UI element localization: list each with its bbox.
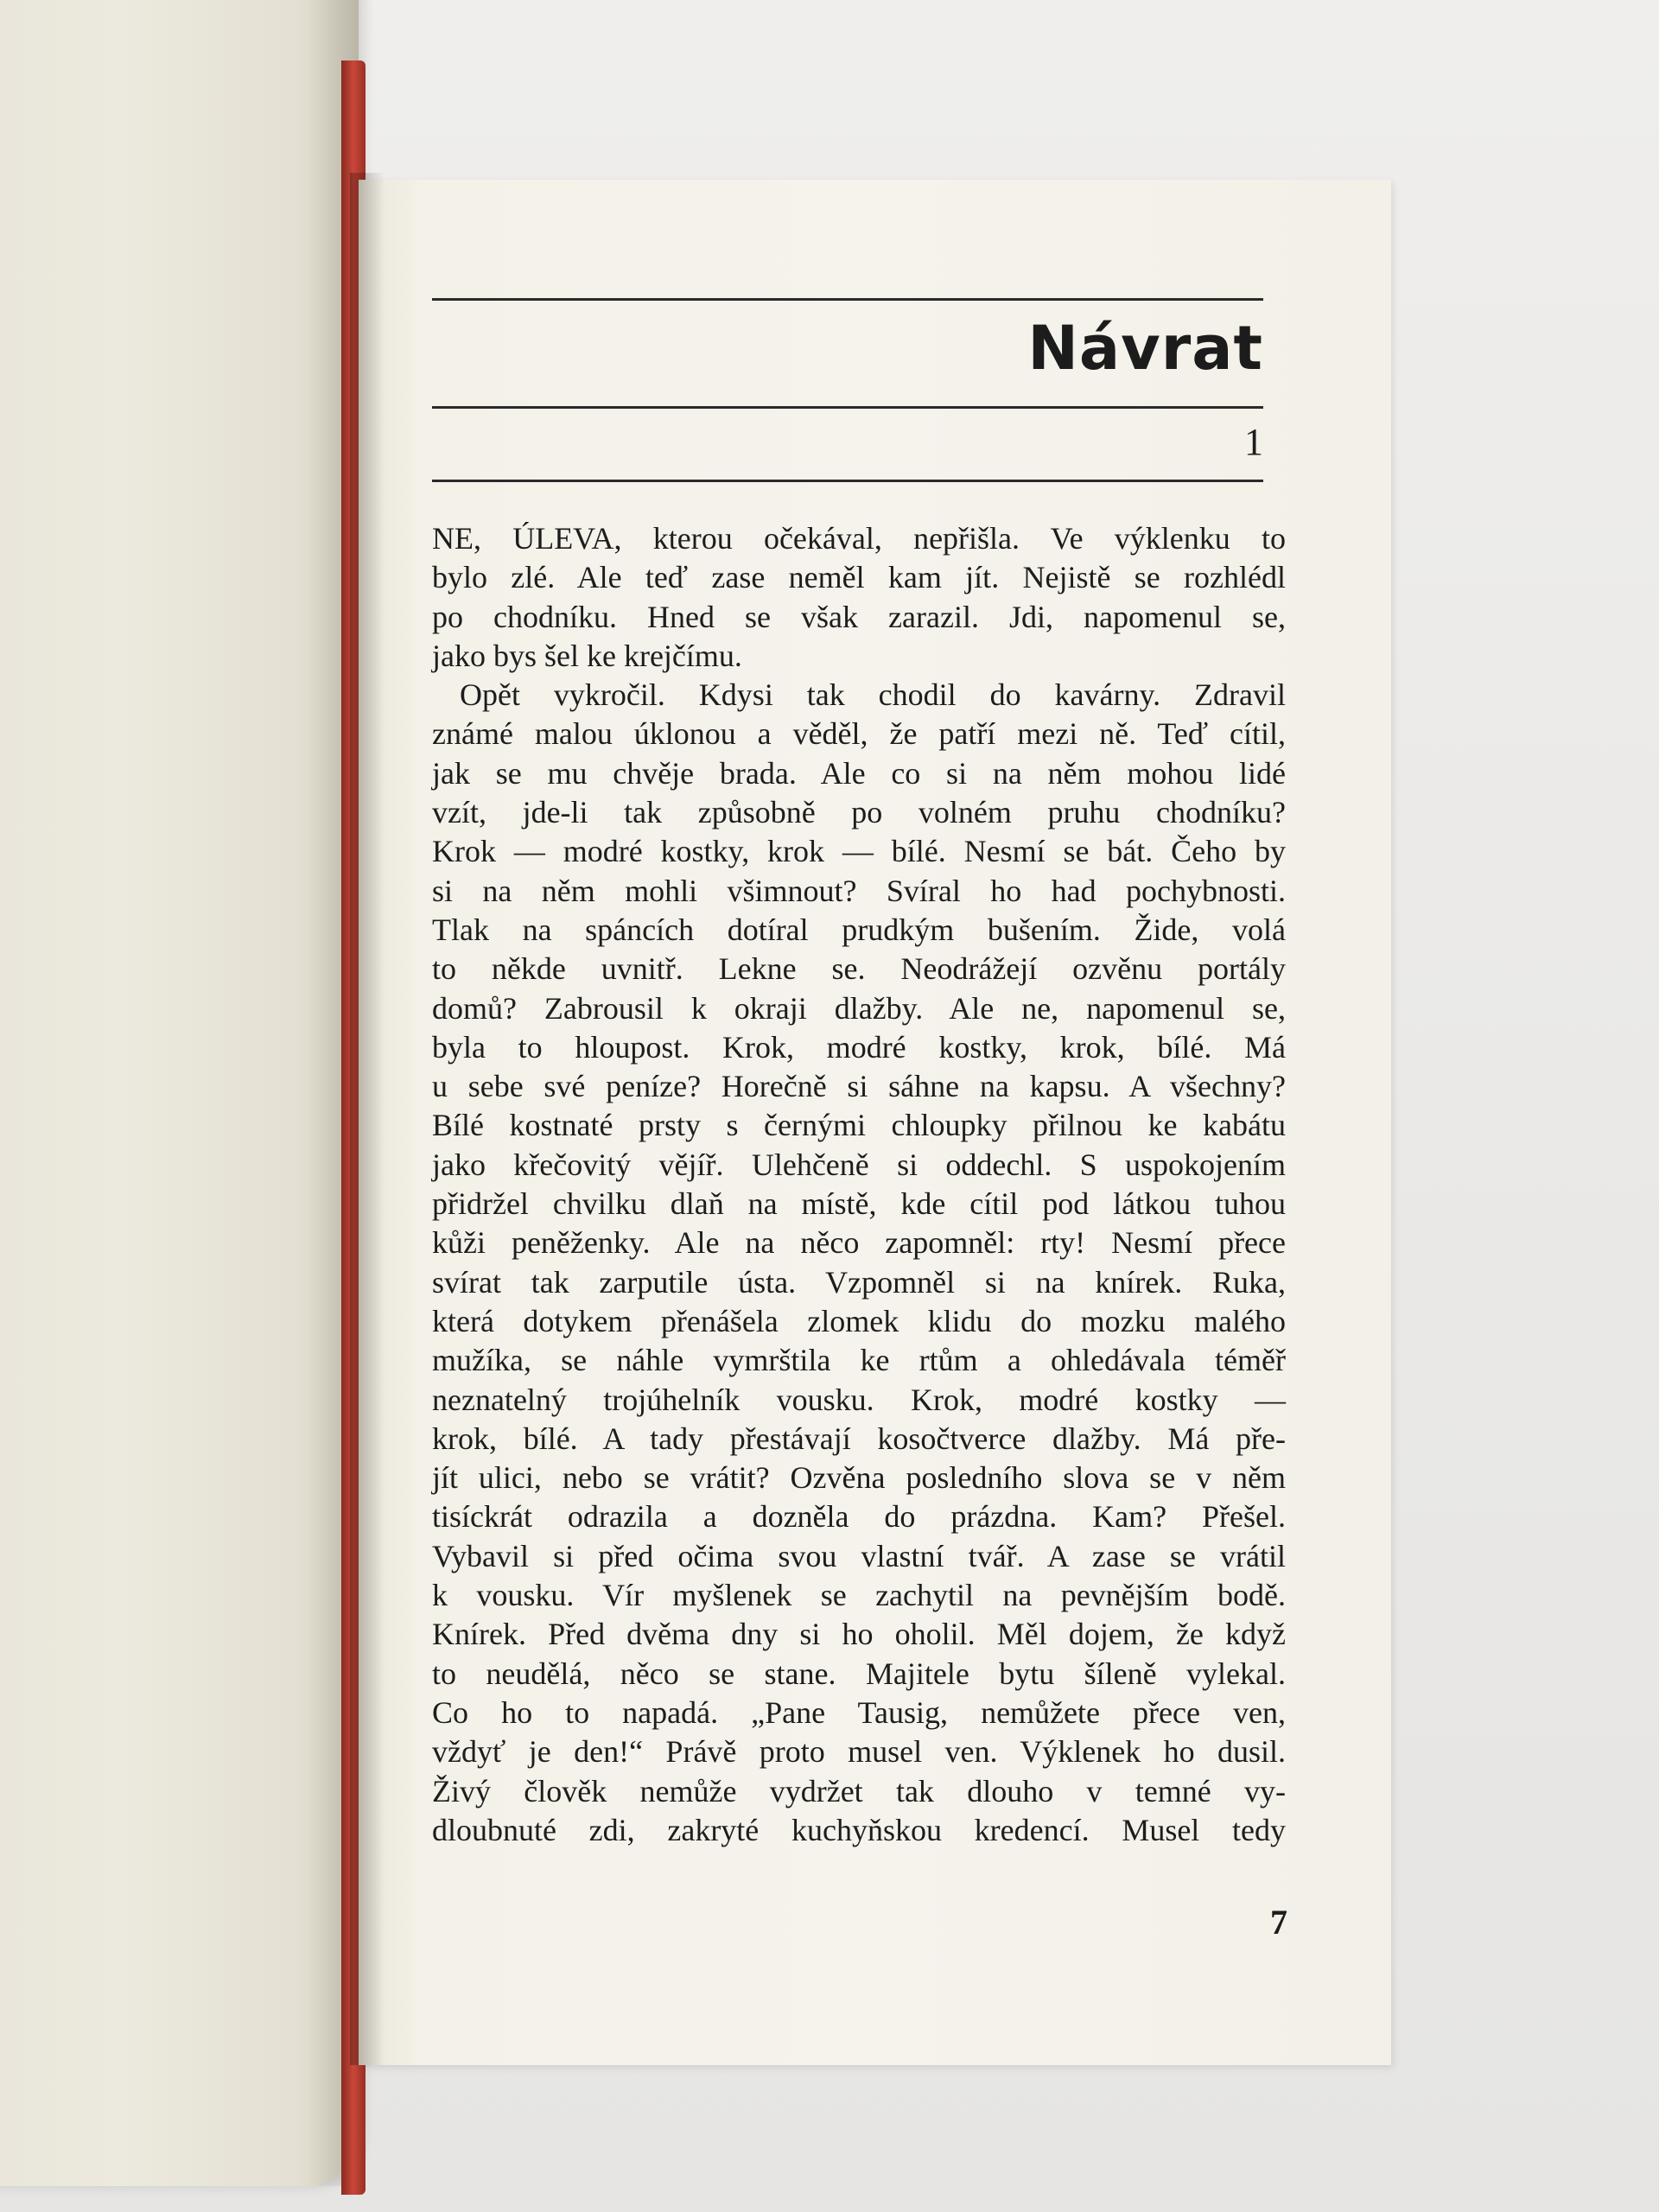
text-line: která dotykem přenášela zlomek klidu do mozku malého	[432, 1303, 1286, 1338]
text-line: krok, bílé. A tady přestávají kosočtverce dlažby. Má pře-	[432, 1421, 1286, 1456]
text-line: to někde uvnitř. Lekne se. Neodrážejí ozvěnu portály	[432, 951, 1286, 987]
text-line: si na něm mohli všimnout? Svíral ho had pochybnosti.	[432, 873, 1286, 908]
text-line: jít ulici, nebo se vrátit? Ozvěna posledního slova se v něm	[432, 1460, 1286, 1496]
text-line: dloubnuté zdi, zakryté kuchyňskou kredencí. Musel tedy	[432, 1812, 1286, 1847]
text-line: NE, ÚLEVA, kterou očekával, nepřišla. Ve výklenku to	[432, 521, 1286, 556]
text-line: po chodníku. Hned se však zarazil. Jdi, napomenul se,	[432, 599, 1286, 634]
text-line: přidržel chvilku dlaň na místě, kde cítil pod látkou tuhou	[432, 1186, 1286, 1222]
gutter-shadow	[350, 173, 385, 2065]
text-line: Bílé kostnaté prsty s černými chloupky přilnou ke kabátu	[432, 1108, 1286, 1143]
text-line: Co ho to napadá. „Pane Tausig, nemůžete přece ven,	[432, 1694, 1286, 1730]
text-line: byla to hloupost. Krok, modré kostky, krok, bílé. Má	[432, 1029, 1286, 1065]
text-line: vzít, jde-li tak způsobně po volném pruhu chodníku?	[432, 795, 1286, 830]
text-line: to neudělá, něco se stane. Majitele bytu šíleně vylekal.	[432, 1656, 1286, 1691]
text-line: kůži peněženky. Ale na něco zapomněl: rty! Nesmí přece	[432, 1225, 1286, 1261]
text-line: u sebe své peníze? Horečně si sáhne na kapsu. A všechny?	[432, 1069, 1286, 1104]
text-line: známé malou úklonou a věděl, že patří mezi ně. Teď cítil,	[432, 716, 1286, 752]
header-rule-top	[432, 298, 1263, 301]
text-line: Vybavil si před očima svou vlastní tvář. A zase se vrátil	[432, 1538, 1286, 1573]
text-line: Knírek. Před dvěma dny si ho oholil. Měl dojem, že když	[432, 1617, 1286, 1652]
text-line: Krok — modré kostky, krok — bílé. Nesmí se bát. Čeho by	[432, 834, 1286, 869]
text-line: jako bys šel ke krejčímu.	[432, 638, 742, 673]
text-line: vždyť je den!“ Právě proto musel ven. Výklenek ho dusil.	[432, 1734, 1286, 1770]
header-rule-middle	[432, 406, 1263, 409]
text-line: Opět vykročil. Kdysi tak chodil do kavárny. Zdravil	[460, 677, 1286, 713]
page-number: 7	[1270, 1903, 1287, 1942]
text-line: tisíckrát odrazila a dozněla do prázdna. Kam? Přešel.	[432, 1499, 1286, 1535]
text-line: Živý člověk nemůže vydržet tak dlouho v temné vy-	[432, 1773, 1286, 1808]
text-line: jak se mu chvěje brada. Ale co si na něm mohou lidé	[432, 755, 1286, 791]
chapter-title: Návrat	[1027, 313, 1263, 384]
text-line: mužíka, se náhle vymrštila ke rtům a ohledávala téměř	[432, 1343, 1286, 1378]
left-page-blank	[0, 0, 359, 2186]
chapter-number: 1	[1244, 421, 1263, 463]
text-line: svírat tak zarputile ústa. Vzpomněl si na knírek. Ruka,	[432, 1264, 1286, 1300]
body-text	[432, 519, 1286, 1850]
text-line: jako křečovitý vějíř. Ulehčeně si oddechl. S uspokojením	[432, 1147, 1286, 1182]
text-line: neznatelný trojúhelník vousku. Krok, modré kostky —	[432, 1382, 1286, 1417]
text-line: bylo zlé. Ale teď zase neměl kam jít. Nejistě se rozhlédl	[432, 560, 1286, 595]
header-rule-bottom	[432, 480, 1263, 482]
text-line: k vousku. Vír myšlenek se zachytil na pevnějším bodě.	[432, 1578, 1286, 1613]
text-line: Tlak na spáncích dotíral prudkým bušením. Žide, volá	[432, 912, 1286, 947]
text-line: domů? Zabrousil k okraji dlažby. Ale ne, napomenul se,	[432, 990, 1286, 1026]
